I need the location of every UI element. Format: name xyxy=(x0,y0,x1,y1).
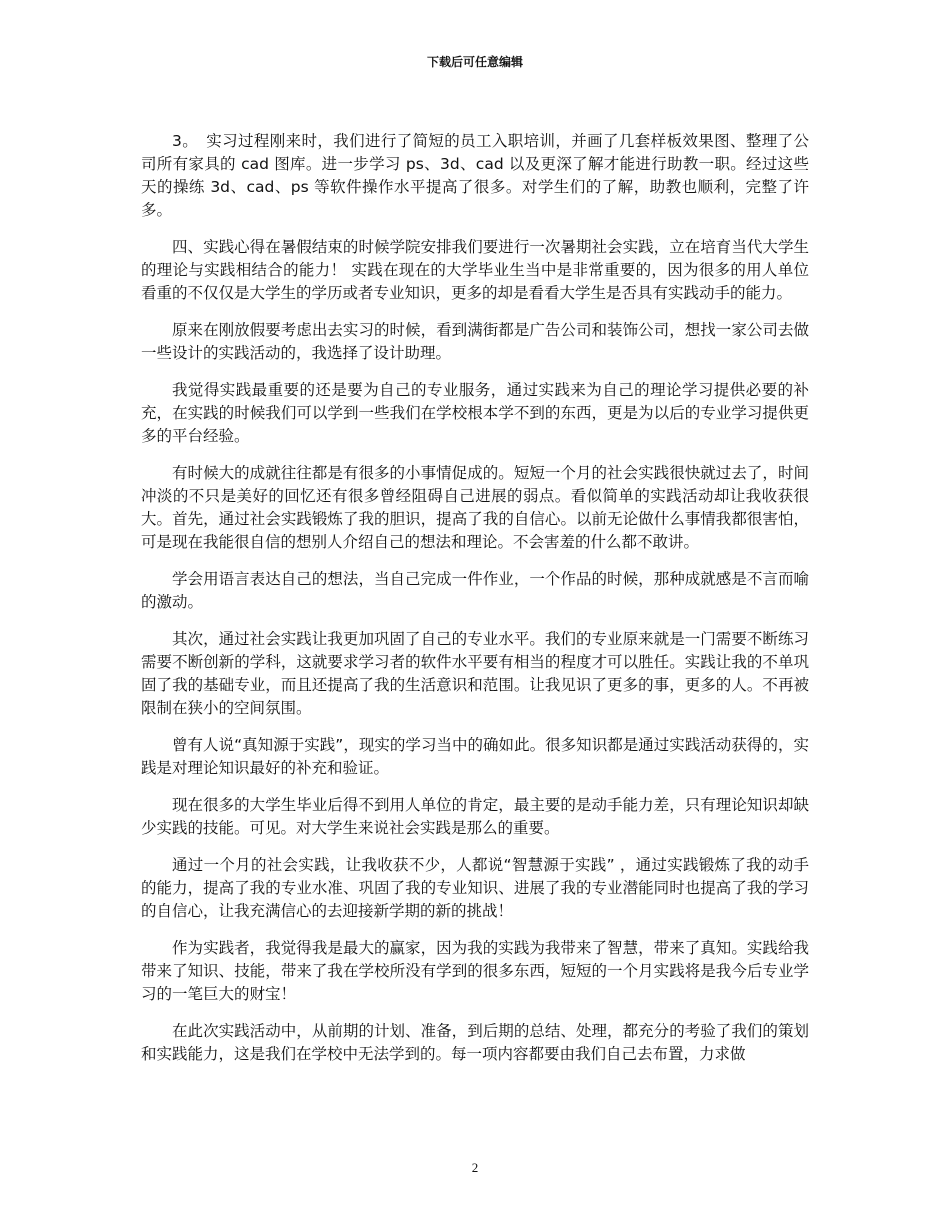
paragraph-practice-experience: 四、实践心得在暑假结束的时候学院安排我们要进行一次暑期社会实践，立在培育当代大学生的理论与实践相结合的能力！ 实践在现在的大学毕业生当中是非常重要的，因为很多的用人单位看重的不仅仅是大学生的学历或者专业知识，更多的却是看看大学生是否具有实践动手的能力。 xyxy=(141,238,809,302)
paragraph-graduate-employment: 现在很多的大学生毕业后得不到用人单位的肯定，最主要的是动手能力差，只有理论知识却缺少实践的技能。可见。对大学生来说社会实践是那么的重要。 xyxy=(141,796,809,837)
paragraph-professional-level: 其次，通过社会实践让我更加巩固了自己的专业水平。我们的专业原来就是一门需要不断练习需要不断创新的学科，这就要求学习者的软件水平要有相当的程度才可以胜任。实践让我的不单巩固了我的基础专业，而且还提高了我的生活意识和范围。让我见识了更多的事，更多的人。不再被限制在狭小的空间氛围。 xyxy=(141,630,809,717)
paragraph-knowledge-from-practice: 曾有人说“真知源于实践”，现实的学习当中的确如此。很多知识都是通过实践活动获得的，实践是对理论知识最好的补充和验证。 xyxy=(141,736,809,777)
paragraph-choosing-internship: 原来在刚放假要考虑出去实习的时候，看到满街都是广告公司和装饰公司，想找一家公司去做一些设计的实践活动的，我选择了设计助理。 xyxy=(141,321,809,362)
paragraph-internship-process: 3。 实习过程刚来时，我们进行了简短的员工入职培训，并画了几套样板效果图、整理了公司所有家具的 cad 图库。进一步学习 ps、3d、cad 以及更深了解才能进行助教一职。经过这些天的操练 3d、cad、ps 等软件操作水平提高了很多。对学生们的了解，助教也顺利，完整了许多。 xyxy=(141,132,809,219)
document-body xyxy=(141,130,809,1066)
paragraph-biggest-winner: 作为实践者，我觉得我是最大的赢家，因为我的实践为我带来了智慧，带来了真知。实践给我带来了知识、技能，带来了我在学校所没有学到的很多东西，短短的一个月实践将是我今后专业学习的一笔巨大的财宝！ xyxy=(141,939,809,1003)
paragraph-gains-confidence: 有时候大的成就往往都是有很多的小事情促成的。短短一个月的社会实践很快就过去了，时间冲淡的不只是美好的回忆还有很多曾经阻碍自己进展的弱点。看似简单的实践活动却让我收获很大。首先，通过社会实践锻炼了我的胆识，提高了我的自信心。以前无论做什么事情我都很害怕，可是现在我能很自信的想别人介绍自己的想法和理论。不会害羞的什么都不敢讲。 xyxy=(141,464,809,551)
paragraph-practice-importance: 我觉得实践最重要的还是要为自己的专业服务，通过实践来为自己的理论学习提供必要的补充，在实践的时候我们可以学到一些我们在学校根本学不到的东西，更是为以后的专业学习提供更多的平台经验。 xyxy=(141,381,809,445)
paragraph-one-month-practice: 通过一个月的社会实践，让我收获不少，人都说“智慧源于实践” ，通过实践锻炼了我的动手的能力，提高了我的专业水准、巩固了我的专业知识、进展了我的专业潜能同时也提高了我的学习的自信心，让我充满信心的去迎接新学期的新的挑战！ xyxy=(141,856,809,920)
page-header: 下载后可任意编辑 xyxy=(426,55,523,69)
paragraph-expressing-ideas: 学会用语言表达自己的想法，当自己完成一件作业，一个作品的时候，那种成就感是不言而喻的激动。 xyxy=(141,570,809,611)
page-number: 2 xyxy=(471,1160,479,1175)
paragraph-activity-planning: 在此次实践活动中，从前期的计划、准备，到后期的总结、处理，都充分的考验了我们的策划和实践能力，这是我们在学校中无法学到的。每一项内容都要由我们自己去布置，力求做 xyxy=(141,1022,809,1063)
